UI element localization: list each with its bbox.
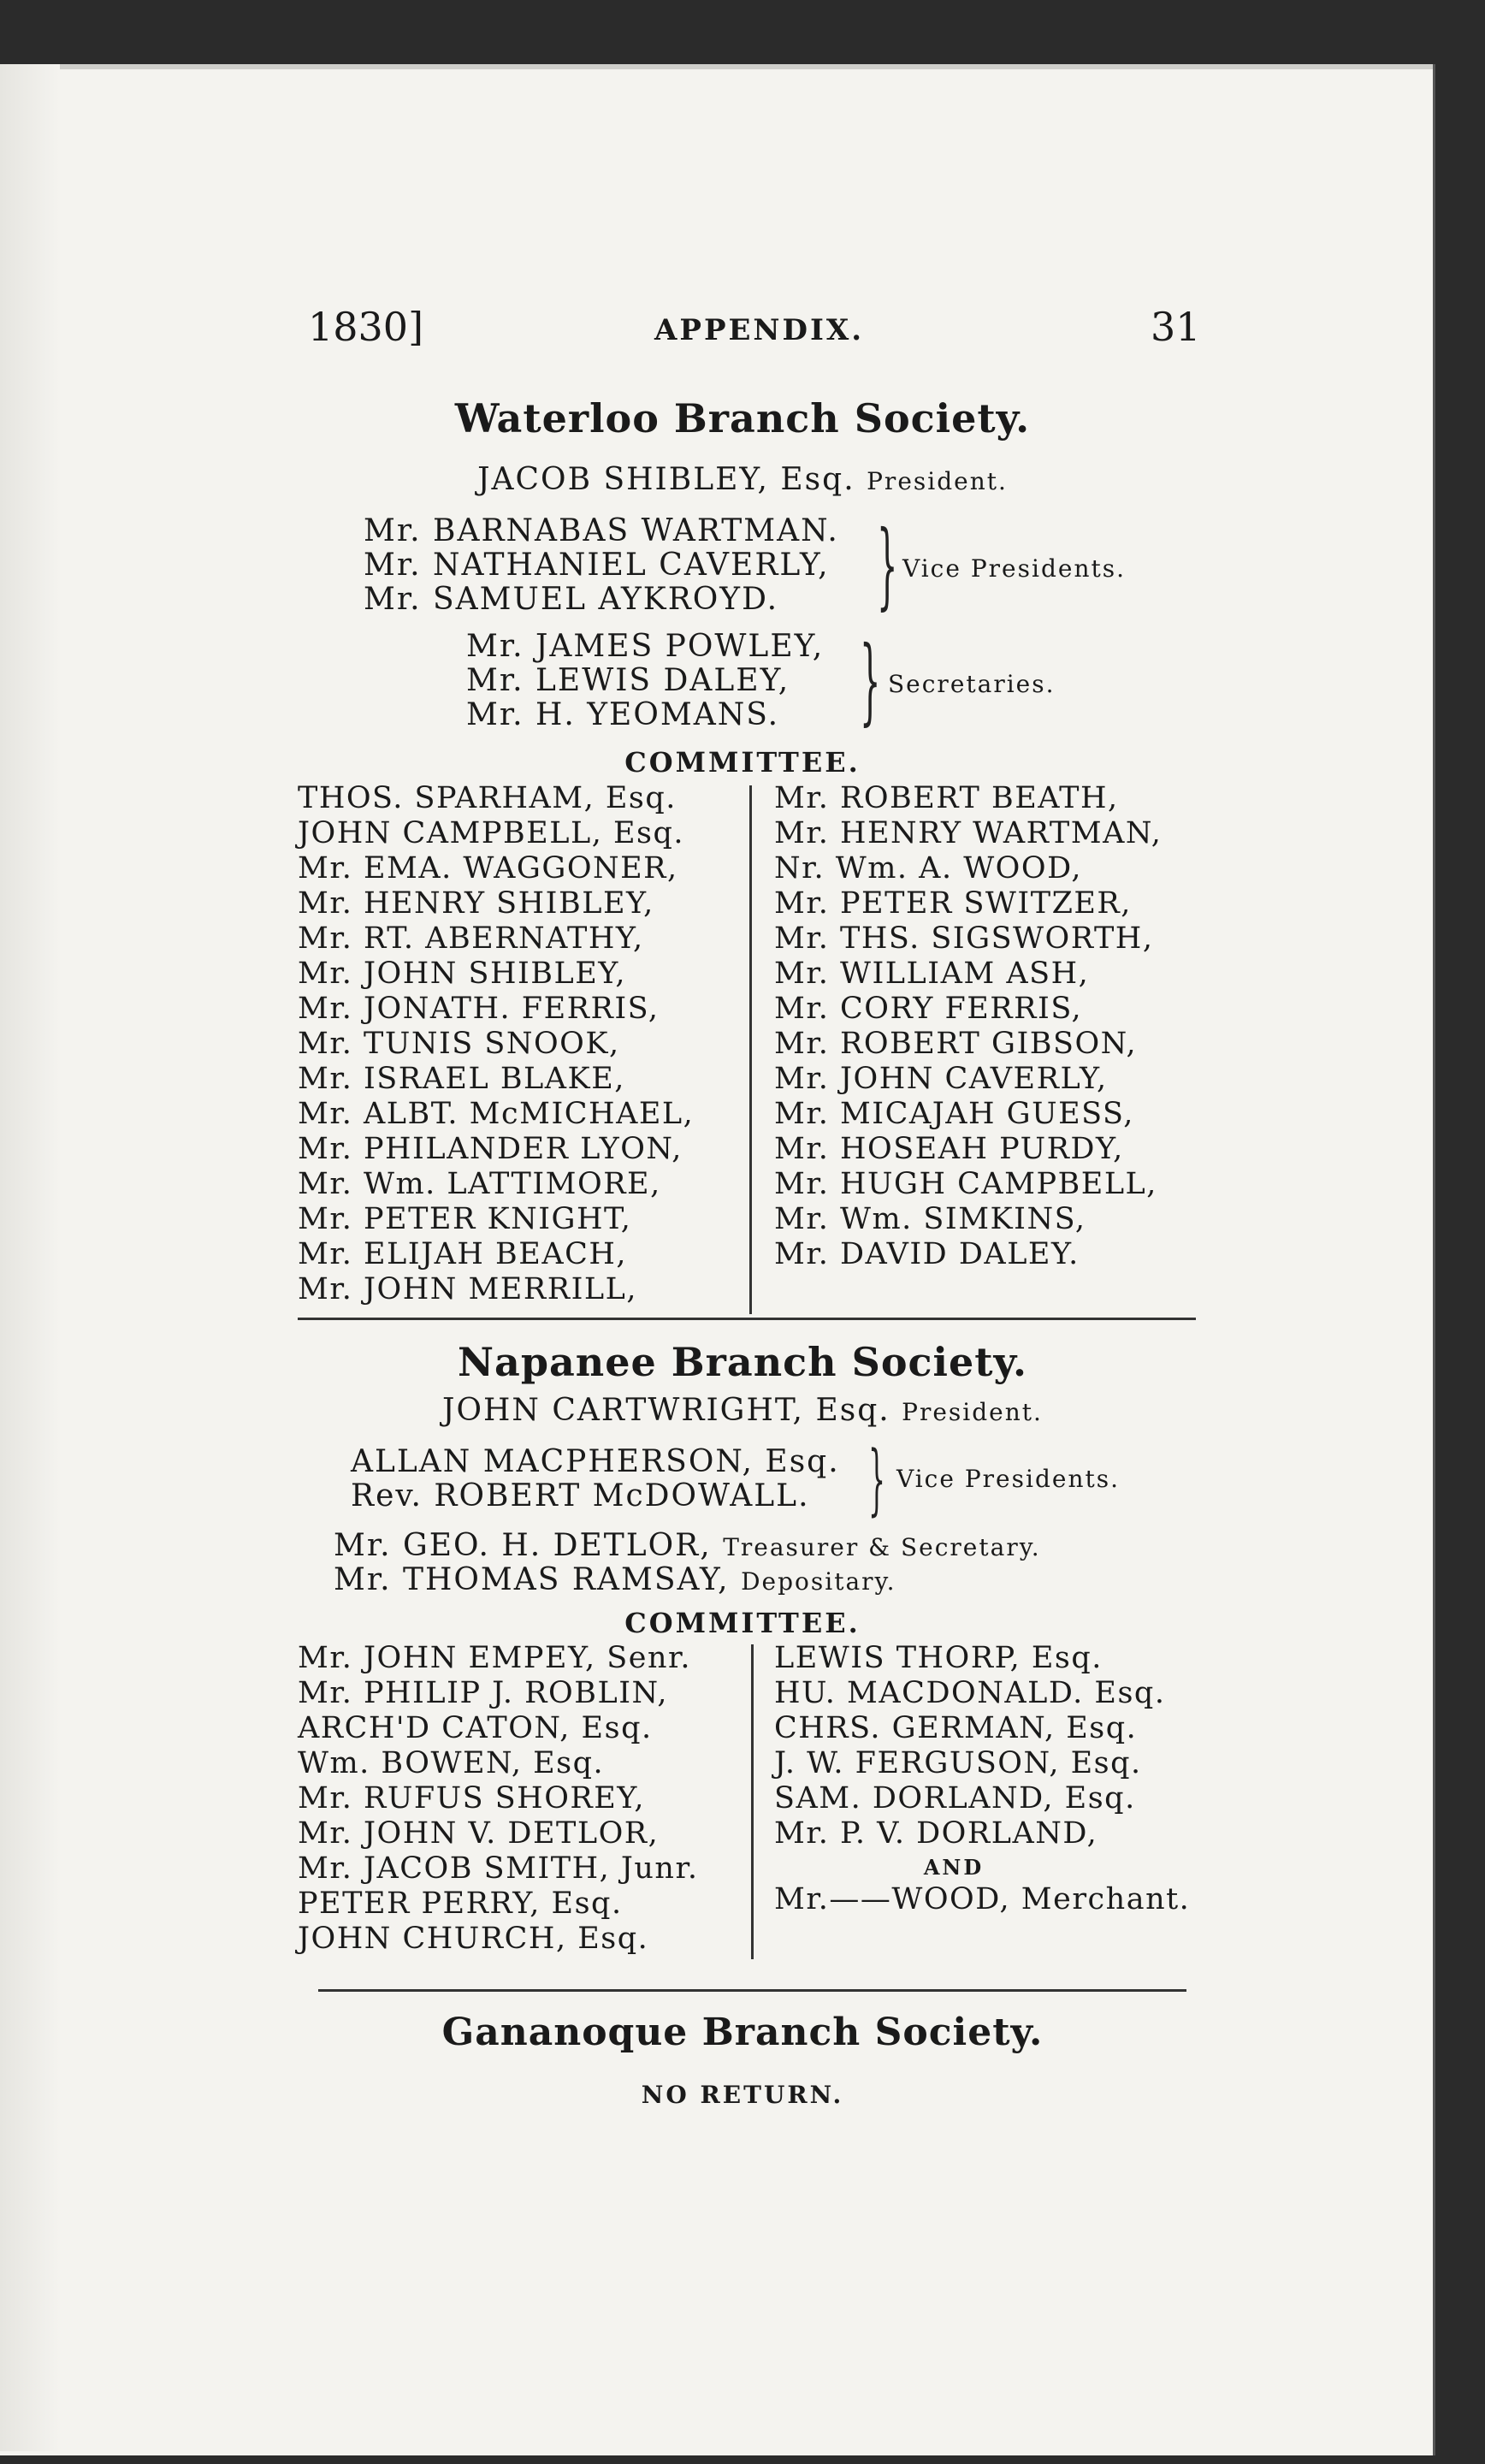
napanee-president	[0, 1393, 1485, 1428]
waterloo-committee-left-item-4: Mr. HENRY SHIBLEY,	[298, 886, 654, 921]
napanee-committee-right-item-4: J. W. FERGUSON, Esq.	[774, 1746, 1142, 1780]
waterloo-vp-3: Mr. SAMUEL AYKROYD.	[364, 582, 779, 617]
waterloo-committee-right-item-2: Mr. HENRY WARTMAN,	[774, 816, 1163, 850]
waterloo-committee-right	[774, 781, 1162, 1272]
waterloo-vp-2: Mr. NATHANIEL CAVERLY,	[364, 548, 830, 583]
waterloo-committee-right-item-1: Mr. ROBERT BEATH,	[774, 781, 1119, 815]
waterloo-committee-left-item-5: Mr. RT. ABERNATHY,	[298, 921, 644, 956]
waterloo-committee-left-item-1: THOS. SPARHAM, Esq.	[298, 781, 677, 815]
napanee-vp-brace: }	[868, 1435, 886, 1525]
waterloo-sec-1: Mr. JAMES POWLEY,	[466, 629, 825, 664]
waterloo-committee-right-item-13: Mr. Wm. SIMKINS,	[774, 1202, 1086, 1236]
column-divider-2	[751, 1644, 754, 1959]
waterloo-vp-label: Vice Presidents.	[902, 554, 1127, 583]
waterloo-committee-right-item-3: Nr. Wm. A. WOOD,	[774, 851, 1083, 886]
waterloo-committee-left-item-2: JOHN CAMPBELL, Esq.	[298, 816, 684, 850]
waterloo-president-name: JACOB SHIBLEY, Esq.	[477, 462, 855, 497]
waterloo-committee-left-item-14: Mr. ELIJAH BEACH,	[298, 1237, 628, 1271]
napanee-committee-heading: COMMITTEE.	[624, 1607, 861, 1639]
napanee-committee-left-item-3: ARCH'D CATON, Esq.	[298, 1711, 653, 1745]
treasurer-role: Treasurer & Secretary.	[723, 1533, 1041, 1561]
depositary-role: Depositary.	[741, 1567, 896, 1596]
napanee-vp-1: ALLAN MACPHERSON, Esq.	[351, 1444, 840, 1479]
napanee-committee-left	[298, 1641, 698, 1957]
waterloo-committee-left-item-9: Mr. ISRAEL BLAKE,	[298, 1062, 625, 1096]
napanee-depositary	[334, 1562, 896, 1597]
header-year: 1830]	[308, 304, 424, 350]
napanee-committee-right	[774, 1641, 1165, 1851]
napanee-vp-label: Vice Presidents.	[896, 1465, 1121, 1493]
napanee-committee-left-item-4: Wm. BOWEN, Esq.	[298, 1746, 605, 1780]
waterloo-committee-left-item-11: Mr. PHILANDER LYON,	[298, 1132, 683, 1166]
waterloo-president	[0, 462, 1485, 497]
waterloo-committee-left-item-13: Mr. PETER KNIGHT,	[298, 1202, 632, 1236]
section-rule-2	[318, 1989, 1186, 1992]
waterloo-committee-left	[298, 781, 694, 1307]
napanee-committee-right-item-3: CHRS. GERMAN, Esq.	[774, 1711, 1138, 1745]
napanee-committee-left-item-8: PETER PERRY, Esq.	[298, 1886, 623, 1921]
waterloo-committee-left-item-8: Mr. TUNIS SNOOK,	[298, 1027, 620, 1061]
section-rule	[298, 1318, 1196, 1320]
waterloo-committee-right-item-8: Mr. ROBERT GIBSON,	[774, 1027, 1138, 1061]
sec-brace: }	[860, 625, 881, 735]
header-title: APPENDIX.	[654, 313, 865, 347]
waterloo-committee-right-item-11: Mr. HOSEAH PURDY,	[774, 1132, 1124, 1166]
waterloo-committee-heading: COMMITTEE.	[624, 746, 861, 779]
waterloo-president-role: President.	[867, 467, 1008, 495]
waterloo-committee-right-item-12: Mr. HUGH CAMPBELL,	[774, 1167, 1157, 1201]
waterloo-committee-right-item-7: Mr. CORY FERRIS,	[774, 992, 1083, 1026]
waterloo-committee-left-item-15: Mr. JOHN MERRILL,	[298, 1272, 637, 1306]
waterloo-committee-left-item-12: Mr. Wm. LATTIMORE,	[298, 1167, 661, 1201]
napanee-president-role: President.	[902, 1398, 1043, 1426]
napanee-committee-left-item-6: Mr. JOHN V. DETLOR,	[298, 1816, 660, 1851]
napanee-vp-2: Rev. ROBERT McDOWALL.	[351, 1478, 810, 1513]
waterloo-committee-left-item-6: Mr. JOHN SHIBLEY,	[298, 957, 627, 991]
waterloo-sec-3: Mr. H. YEOMANS.	[466, 697, 780, 732]
napanee-committee-right-item-6: Mr. P. V. DORLAND,	[774, 1816, 1098, 1851]
waterloo-committee-right-item-9: Mr. JOHN CAVERLY,	[774, 1062, 1108, 1096]
and-label: AND	[923, 1855, 985, 1880]
waterloo-vp-1: Mr. BARNABAS WARTMAN.	[364, 513, 839, 548]
napanee-title: Napanee Branch Society.	[457, 1339, 1027, 1385]
waterloo-committee-left-item-7: Mr. JONATH. FERRIS,	[298, 992, 660, 1026]
waterloo-committee-left-item-3: Mr. EMA. WAGGONER,	[298, 851, 678, 886]
napanee-treasurer	[334, 1528, 1041, 1563]
napanee-committee-left-item-5: Mr. RUFUS SHOREY,	[298, 1781, 646, 1815]
waterloo-committee-right-item-6: Mr. WILLIAM ASH,	[774, 957, 1090, 991]
waterloo-committee-left-item-10: Mr. ALBT. McMICHAEL,	[298, 1097, 695, 1131]
napanee-committee-left-item-1: Mr. JOHN EMPEY, Senr.	[298, 1641, 692, 1675]
napanee-committee-right-item-2: HU. MACDONALD. Esq.	[774, 1676, 1166, 1710]
waterloo-committee-right-item-14: Mr. DAVID DALEY.	[774, 1237, 1080, 1271]
napanee-president-name: JOHN CARTWRIGHT, Esq.	[442, 1393, 890, 1428]
napanee-committee-left-item-2: Mr. PHILIP J. ROBLIN,	[298, 1676, 669, 1710]
napanee-last-right: Mr.——WOOD, Merchant.	[774, 1882, 1191, 1916]
napanee-committee-right-item-5: SAM. DORLAND, Esq.	[774, 1781, 1136, 1815]
waterloo-title: Waterloo Branch Society.	[454, 395, 1031, 441]
gananoque-title: Gananoque Branch Society.	[441, 2011, 1044, 2054]
waterloo-committee-right-item-10: Mr. MICAJAH GUESS,	[774, 1097, 1134, 1131]
waterloo-committee-right-item-4: Mr. PETER SWITZER,	[774, 886, 1132, 921]
depositary-name: Mr. THOMAS RAMSAY,	[334, 1562, 730, 1597]
page-number: 31	[1151, 304, 1201, 350]
waterloo-sec-2: Mr. LEWIS DALEY,	[466, 663, 790, 698]
napanee-committee-left-item-7: Mr. JACOB SMITH, Junr.	[298, 1851, 699, 1886]
napanee-committee-right-item-1: LEWIS THORP, Esq.	[774, 1641, 1103, 1675]
napanee-committee-left-item-9: JOHN CHURCH, Esq.	[298, 1922, 649, 1956]
waterloo-committee-right-item-5: Mr. THS. SIGSWORTH,	[774, 921, 1154, 956]
waterloo-sec-label: Secretaries.	[888, 670, 1056, 698]
column-divider	[749, 785, 752, 1314]
treasurer-name: Mr. GEO. H. DETLOR,	[334, 1528, 712, 1563]
gananoque-note: NO RETURN.	[641, 2081, 844, 2109]
vp-brace: }	[877, 510, 898, 619]
